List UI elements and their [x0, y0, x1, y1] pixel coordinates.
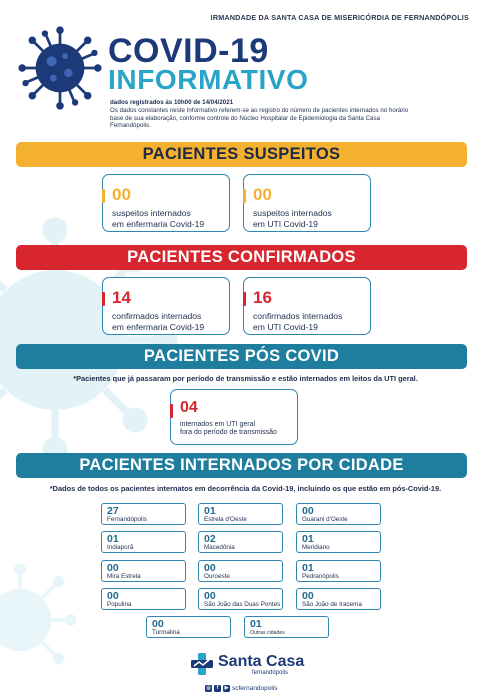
city-name: Guarani d'Oeste: [302, 516, 348, 523]
city-value: 00: [302, 505, 314, 517]
confirmed-icu-value: 16: [253, 288, 272, 307]
city-card: [244, 616, 329, 638]
confirmed-icu-label: [253, 311, 342, 332]
city-card: [198, 560, 283, 582]
city-card: [146, 616, 231, 638]
by-city-banner: PACIENTES INTERNADOS POR CIDADE: [16, 453, 467, 478]
suspects-icu-label: [253, 208, 332, 229]
facebook-icon: f: [214, 685, 221, 692]
label-line: suspeitos internados: [253, 208, 332, 218]
city-name: Indiaporã: [107, 544, 134, 551]
post-covid-label: [180, 421, 277, 438]
city-name: Fernandópolis: [107, 516, 147, 523]
social-handles: [205, 685, 278, 692]
city-value: 00: [152, 618, 164, 630]
santa-casa-logo: [190, 652, 310, 678]
city-card: [296, 531, 381, 553]
brand-name: Santa Casa: [218, 653, 305, 670]
label-line: suspeitos internados: [112, 208, 191, 218]
city-value: 01: [250, 618, 262, 630]
organization-name: IRMANDADE DA SANTA CASA DE MISERICÓRDIA DE FERNANDÓPOLIS: [210, 13, 469, 22]
suspects-ward-label: [112, 208, 204, 229]
card-accent: [243, 189, 246, 203]
city-card: [101, 588, 186, 610]
data-timestamp: dados registrados às 10h00 de 14/04/2021: [110, 99, 234, 106]
city-name: Ouroeste: [204, 573, 230, 580]
city-name: Outras cidades: [250, 630, 285, 636]
city-name: Meridiano: [302, 544, 330, 551]
city-value: 02: [204, 533, 216, 545]
social-handle: scfernandopolis: [232, 685, 278, 692]
label-line: confirmados internados: [253, 311, 343, 321]
city-name: Mira Estrela: [107, 573, 141, 580]
post-covid-note: *Pacientes que já passaram por período de transmissão e estão internados em leitos da UTI geral.: [73, 374, 418, 383]
city-name: Estrela d'Oeste: [204, 516, 247, 523]
city-value: 00: [107, 562, 119, 574]
confirmed-icu-card: [243, 277, 371, 335]
city-card: [198, 588, 283, 610]
label-line: em enfermaria Covid-19: [112, 321, 205, 332]
city-name: São João de Iracema: [302, 601, 362, 608]
city-name: São João das Duas Pontes: [204, 601, 281, 608]
city-name: Pedranópolis: [302, 573, 339, 580]
label-line: fora do período de transmissão: [180, 429, 277, 437]
label-line: confirmados internados: [112, 311, 202, 321]
city-name: Turmalina: [152, 629, 180, 636]
background-virus-small-icon: [0, 560, 80, 680]
city-card: [101, 503, 186, 525]
card-accent: [102, 292, 105, 306]
card-accent: [170, 404, 173, 418]
by-city-note: *Dados de todos os pacientes internatos em decorrência da Covid-19, incluindo os que estão em pós-Covid-19.: [49, 484, 442, 493]
confirmed-ward-value: 14: [112, 288, 131, 307]
city-card: [296, 588, 381, 610]
youtube-icon: ▶: [224, 685, 229, 691]
city-card: [101, 560, 186, 582]
city-name: Populina: [107, 601, 132, 608]
city-card: [296, 503, 381, 525]
city-card: [101, 531, 186, 553]
post-covid-value: 04: [180, 399, 198, 416]
suspects-ward-card: [102, 174, 230, 232]
title-informativo: INFORMATIVO: [108, 64, 309, 95]
instagram-icon: ◎: [206, 685, 211, 691]
city-value: 00: [204, 590, 216, 602]
city-value: 00: [302, 590, 314, 602]
city-value: 01: [302, 533, 314, 545]
city-value: 01: [107, 533, 119, 545]
suspects-icu-value: 00: [253, 185, 272, 204]
city-value: 01: [302, 562, 314, 574]
city-value: 01: [204, 505, 216, 517]
city-value: 00: [204, 562, 216, 574]
city-name: Macedônia: [204, 544, 235, 551]
suspects-icu-card: [243, 174, 371, 232]
title-covid: COVID-19: [108, 32, 269, 70]
brand-subtitle: fernandópolis: [252, 670, 289, 676]
suspects-ward-value: 00: [112, 185, 131, 204]
label-line: em UTI Covid-19: [253, 218, 318, 229]
city-card: [296, 560, 381, 582]
confirmed-ward-label: [112, 311, 204, 332]
confirmed-ward-card: [102, 277, 230, 335]
city-card: [198, 503, 283, 525]
city-card: [198, 531, 283, 553]
post-covid-banner: PACIENTES PÓS COVID: [16, 344, 467, 369]
santa-casa-cross-icon: [190, 652, 214, 676]
post-covid-card: [170, 389, 298, 445]
suspects-banner: PACIENTES SUSPEITOS: [16, 142, 467, 167]
covid-virus-icon: [18, 26, 102, 110]
label-line: internados em UTI geral: [180, 421, 256, 428]
card-accent: [102, 189, 105, 203]
description-text: Os dados constantes neste Informativo referem-se ao registro do número de pacientes internados no horário base de sua elaboração, conforme controle do Núcleo Hospitalar de Epidemiologia da Santa Casa Fernandópolis.: [110, 107, 409, 130]
label-line: em UTI Covid-19: [253, 321, 318, 332]
city-value: 27: [107, 505, 119, 517]
card-accent: [243, 292, 246, 306]
city-value: 00: [107, 590, 119, 602]
confirmed-banner: PACIENTES CONFIRMADOS: [16, 245, 467, 270]
label-line: em enfermaria Covid-19: [112, 218, 205, 229]
